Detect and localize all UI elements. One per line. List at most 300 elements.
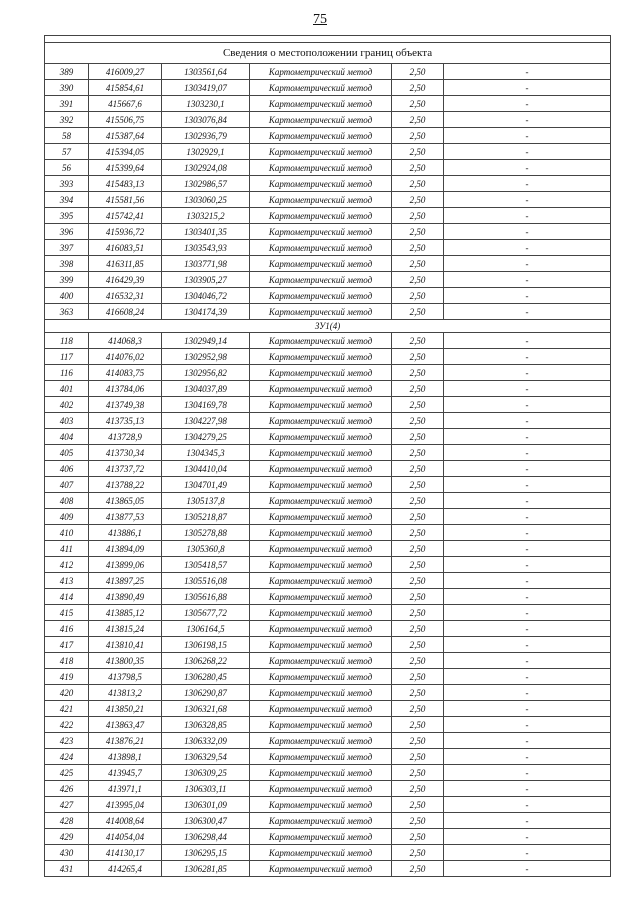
precision-cell: 2,50 [392,845,444,861]
coord-x-cell: 416311,85 [89,256,162,272]
coord-x-cell: 413886,1 [89,525,162,541]
point-number-cell: 58 [45,128,89,144]
coord-x-cell: 413945,7 [89,765,162,781]
method-cell: Картометрический метод [250,493,392,509]
precision-cell: 2,50 [392,192,444,208]
description-cell: - [444,573,611,589]
description-cell: - [444,112,611,128]
coord-y-cell: 1306268,22 [162,653,250,669]
method-cell: Картометрический метод [250,605,392,621]
point-number-cell: 397 [45,240,89,256]
coord-y-cell: 1304701,49 [162,477,250,493]
method-cell: Картометрический метод [250,413,392,429]
coord-x-cell: 414083,75 [89,365,162,381]
precision-cell: 2,50 [392,224,444,240]
coord-y-cell: 1304174,39 [162,304,250,320]
point-number-cell: 390 [45,80,89,96]
method-cell: Картометрический метод [250,176,392,192]
description-cell: - [444,605,611,621]
description-cell: - [444,240,611,256]
point-number-cell: 427 [45,797,89,813]
precision-cell: 2,50 [392,557,444,573]
table-row [45,429,611,445]
method-cell: Картометрический метод [250,272,392,288]
table-row [45,144,611,160]
precision-cell: 2,50 [392,541,444,557]
coord-y-cell: 1306281,85 [162,861,250,877]
precision-cell: 2,50 [392,461,444,477]
point-number-cell: 407 [45,477,89,493]
point-number-cell: 394 [45,192,89,208]
coord-x-cell: 413890,49 [89,589,162,605]
precision-cell: 2,50 [392,381,444,397]
description-cell: - [444,349,611,365]
description-cell: - [444,749,611,765]
point-number-cell: 399 [45,272,89,288]
point-number-cell: 408 [45,493,89,509]
description-cell: - [444,445,611,461]
coord-y-cell: 1303401,35 [162,224,250,240]
point-number-cell: 425 [45,765,89,781]
table-row [45,557,611,573]
coord-y-cell: 1304037,89 [162,381,250,397]
method-cell: Картометрический метод [250,429,392,445]
point-number-cell: 393 [45,176,89,192]
coord-y-cell: 1304169,78 [162,397,250,413]
method-cell: Картометрический метод [250,240,392,256]
coord-x-cell: 416009,27 [89,64,162,80]
coord-y-cell: 1306280,45 [162,669,250,685]
method-cell: Картометрический метод [250,765,392,781]
method-cell: Картометрический метод [250,144,392,160]
table-row [45,605,611,621]
method-cell: Картометрический метод [250,637,392,653]
precision-cell: 2,50 [392,160,444,176]
coord-y-cell: 1303060,25 [162,192,250,208]
coord-y-cell: 1302952,98 [162,349,250,365]
coord-x-cell: 416608,24 [89,304,162,320]
precision-cell: 2,50 [392,749,444,765]
table-row [45,477,611,493]
coord-x-cell: 415483,13 [89,176,162,192]
method-cell: Картометрический метод [250,509,392,525]
table-row [45,176,611,192]
precision-cell: 2,50 [392,349,444,365]
precision-cell: 2,50 [392,621,444,637]
coord-y-cell: 1306198,15 [162,637,250,653]
coord-y-cell: 1306290,87 [162,685,250,701]
description-cell: - [444,413,611,429]
precision-cell: 2,50 [392,685,444,701]
precision-cell: 2,50 [392,589,444,605]
table-row [45,861,611,877]
point-number-cell: 56 [45,160,89,176]
coord-y-cell: 1303771,98 [162,256,250,272]
precision-cell: 2,50 [392,493,444,509]
method-cell: Картометрический метод [250,861,392,877]
precision-cell: 2,50 [392,637,444,653]
method-cell: Картометрический метод [250,128,392,144]
precision-cell: 2,50 [392,64,444,80]
description-cell: - [444,669,611,685]
coord-y-cell: 1306295,15 [162,845,250,861]
description-cell: - [444,781,611,797]
coord-y-cell: 1306164,5 [162,621,250,637]
table-row [45,64,611,80]
precision-cell: 2,50 [392,829,444,845]
description-cell: - [444,397,611,413]
precision-cell: 2,50 [392,573,444,589]
coord-y-cell: 1303230,1 [162,96,250,112]
coord-x-cell: 415506,75 [89,112,162,128]
precision-cell: 2,50 [392,765,444,781]
method-cell: Картометрический метод [250,557,392,573]
coord-x-cell: 413894,09 [89,541,162,557]
point-number-cell: 401 [45,381,89,397]
coord-x-cell: 413813,2 [89,685,162,701]
point-number-cell: 423 [45,733,89,749]
table-row [45,653,611,669]
description-cell: - [444,525,611,541]
coord-x-cell: 414008,64 [89,813,162,829]
table-row [45,112,611,128]
precision-cell: 2,50 [392,429,444,445]
table-row [45,240,611,256]
method-cell: Картометрический метод [250,653,392,669]
method-cell: Картометрический метод [250,749,392,765]
coord-y-cell: 1306309,25 [162,765,250,781]
point-number-cell: 412 [45,557,89,573]
coord-x-cell: 414054,04 [89,829,162,845]
coord-x-cell: 413815,24 [89,621,162,637]
precision-cell: 2,50 [392,653,444,669]
description-cell: - [444,64,611,80]
coord-x-cell: 413863,47 [89,717,162,733]
description-cell: - [444,224,611,240]
table-row [45,349,611,365]
description-cell: - [444,304,611,320]
table-row [45,637,611,653]
coord-x-cell: 416429,39 [89,272,162,288]
table-row [45,829,611,845]
method-cell: Картометрический метод [250,845,392,861]
precision-cell: 2,50 [392,288,444,304]
table-row [45,541,611,557]
coord-y-cell: 1306328,85 [162,717,250,733]
method-cell: Картометрический метод [250,813,392,829]
table-row [45,128,611,144]
description-cell: - [444,128,611,144]
description-cell: - [444,557,611,573]
method-cell: Картометрический метод [250,701,392,717]
table-title-row [45,43,611,64]
coord-y-cell: 1306301,09 [162,797,250,813]
coord-y-cell: 1303543,93 [162,240,250,256]
coord-x-cell: 415667,6 [89,96,162,112]
method-cell: Картометрический метод [250,589,392,605]
method-cell: Картометрический метод [250,525,392,541]
table-row [45,461,611,477]
table-row [45,397,611,413]
table-row [45,717,611,733]
table-row [45,669,611,685]
coord-y-cell: 1303905,27 [162,272,250,288]
coord-y-cell: 1304410,04 [162,461,250,477]
table-row [45,304,611,320]
section-header-row [45,320,611,333]
coord-x-cell: 415387,64 [89,128,162,144]
coord-y-cell: 1305616,88 [162,589,250,605]
point-number-cell: 429 [45,829,89,845]
precision-cell: 2,50 [392,333,444,349]
coord-x-cell: 415742,41 [89,208,162,224]
point-number-cell: 116 [45,365,89,381]
method-cell: Картометрический метод [250,192,392,208]
point-number-cell: 402 [45,397,89,413]
table-row [45,272,611,288]
point-number-cell: 418 [45,653,89,669]
precision-cell: 2,50 [392,797,444,813]
precision-cell: 2,50 [392,80,444,96]
precision-cell: 2,50 [392,176,444,192]
precision-cell: 2,50 [392,813,444,829]
coord-x-cell: 414265,4 [89,861,162,877]
table-title: Сведения о местоположении границ объекта [45,43,611,64]
description-cell: - [444,685,611,701]
description-cell: - [444,813,611,829]
coord-y-cell: 1305360,8 [162,541,250,557]
description-cell: - [444,541,611,557]
description-cell: - [444,733,611,749]
coord-y-cell: 1303076,84 [162,112,250,128]
method-cell: Картометрический метод [250,365,392,381]
point-number-cell: 426 [45,781,89,797]
coord-x-cell: 415581,56 [89,192,162,208]
method-cell: Картометрический метод [250,381,392,397]
method-cell: Картометрический метод [250,573,392,589]
point-number-cell: 398 [45,256,89,272]
method-cell: Картометрический метод [250,80,392,96]
coord-x-cell: 413798,5 [89,669,162,685]
method-cell: Картометрический метод [250,445,392,461]
description-cell: - [444,160,611,176]
method-cell: Картометрический метод [250,304,392,320]
method-cell: Картометрический метод [250,541,392,557]
table-row [45,509,611,525]
coord-y-cell: 1302929,1 [162,144,250,160]
coord-x-cell: 413897,25 [89,573,162,589]
coord-x-cell: 413995,04 [89,797,162,813]
precision-cell: 2,50 [392,605,444,621]
precision-cell: 2,50 [392,240,444,256]
table-row [45,701,611,717]
point-number-cell: 406 [45,461,89,477]
method-cell: Картометрический метод [250,781,392,797]
method-cell: Картометрический метод [250,797,392,813]
coord-y-cell: 1306300,47 [162,813,250,829]
coord-y-cell: 1302936,79 [162,128,250,144]
precision-cell: 2,50 [392,96,444,112]
point-number-cell: 413 [45,573,89,589]
description-cell: - [444,477,611,493]
point-number-cell: 404 [45,429,89,445]
description-cell: - [444,256,611,272]
precision-cell: 2,50 [392,445,444,461]
coord-y-cell: 1302949,14 [162,333,250,349]
table-row [45,288,611,304]
coord-x-cell: 413876,21 [89,733,162,749]
coord-y-cell: 1305137,8 [162,493,250,509]
point-number-cell: 416 [45,621,89,637]
point-number-cell: 391 [45,96,89,112]
point-number-cell: 389 [45,64,89,80]
coord-y-cell: 1306298,44 [162,829,250,845]
point-number-cell: 422 [45,717,89,733]
precision-cell: 2,50 [392,208,444,224]
coord-y-cell: 1305677,72 [162,605,250,621]
description-cell: - [444,717,611,733]
coord-y-cell: 1305278,88 [162,525,250,541]
page-number: 75 [313,12,327,27]
table-row [45,573,611,589]
table-row [45,685,611,701]
point-number-cell: 392 [45,112,89,128]
description-cell: - [444,208,611,224]
description-cell: - [444,797,611,813]
precision-cell: 2,50 [392,525,444,541]
method-cell: Картометрический метод [250,112,392,128]
method-cell: Картометрический метод [250,224,392,240]
point-number-cell: 395 [45,208,89,224]
coord-x-cell: 413877,53 [89,509,162,525]
point-number-cell: 117 [45,349,89,365]
precision-cell: 2,50 [392,413,444,429]
table-row [45,96,611,112]
coord-y-cell: 1303419,07 [162,80,250,96]
precision-cell: 2,50 [392,477,444,493]
coord-y-cell: 1302924,08 [162,160,250,176]
description-cell: - [444,461,611,477]
table-row [45,160,611,176]
coord-x-cell: 413971,1 [89,781,162,797]
coord-x-cell: 413749,38 [89,397,162,413]
description-cell: - [444,429,611,445]
table-row [45,733,611,749]
table-row [45,797,611,813]
coord-y-cell: 1305516,08 [162,573,250,589]
coord-x-cell: 413810,41 [89,637,162,653]
coord-x-cell: 413899,06 [89,557,162,573]
precision-cell: 2,50 [392,509,444,525]
coord-x-cell: 416532,31 [89,288,162,304]
point-number-cell: 431 [45,861,89,877]
coord-y-cell: 1306332,09 [162,733,250,749]
method-cell: Картометрический метод [250,829,392,845]
method-cell: Картометрический метод [250,333,392,349]
coord-x-cell: 413730,34 [89,445,162,461]
method-cell: Картометрический метод [250,64,392,80]
method-cell: Картометрический метод [250,685,392,701]
coord-x-cell: 413850,21 [89,701,162,717]
table-row [45,224,611,240]
precision-cell: 2,50 [392,256,444,272]
point-number-cell: 428 [45,813,89,829]
precision-cell: 2,50 [392,112,444,128]
description-cell: - [444,192,611,208]
description-cell: - [444,493,611,509]
point-number-cell: 403 [45,413,89,429]
coord-x-cell: 413885,12 [89,605,162,621]
point-number-cell: 409 [45,509,89,525]
coord-x-cell: 416083,51 [89,240,162,256]
coord-y-cell: 1304046,72 [162,288,250,304]
top-spacer-row [45,36,611,43]
point-number-cell: 411 [45,541,89,557]
precision-cell: 2,50 [392,128,444,144]
section-label: ЗУ1(4) [45,320,611,333]
precision-cell: 2,50 [392,701,444,717]
coord-x-cell: 414076,02 [89,349,162,365]
method-cell: Картометрический метод [250,717,392,733]
coord-x-cell: 413784,06 [89,381,162,397]
precision-cell: 2,50 [392,717,444,733]
table-row [45,781,611,797]
coord-y-cell: 1305418,57 [162,557,250,573]
precision-cell: 2,50 [392,304,444,320]
description-cell: - [444,765,611,781]
coord-y-cell: 1303561,64 [162,64,250,80]
description-cell: - [444,333,611,349]
boundary-coordinates-table [44,35,611,877]
point-number-cell: 363 [45,304,89,320]
table-row [45,589,611,605]
description-cell: - [444,509,611,525]
description-cell: - [444,96,611,112]
method-cell: Картометрический метод [250,669,392,685]
description-cell: - [444,845,611,861]
coord-y-cell: 1306303,11 [162,781,250,797]
point-number-cell: 396 [45,224,89,240]
point-number-cell: 421 [45,701,89,717]
point-number-cell: 410 [45,525,89,541]
table-row [45,621,611,637]
method-cell: Картометрический метод [250,397,392,413]
method-cell: Картометрический метод [250,477,392,493]
coord-x-cell: 413735,13 [89,413,162,429]
coord-x-cell: 413865,05 [89,493,162,509]
precision-cell: 2,50 [392,144,444,160]
method-cell: Картометрический метод [250,208,392,224]
precision-cell: 2,50 [392,397,444,413]
point-number-cell: 420 [45,685,89,701]
description-cell: - [444,80,611,96]
point-number-cell: 405 [45,445,89,461]
coord-x-cell: 415854,61 [89,80,162,96]
method-cell: Картометрический метод [250,96,392,112]
coord-y-cell: 1304345,3 [162,445,250,461]
point-number-cell: 118 [45,333,89,349]
precision-cell: 2,50 [392,669,444,685]
description-cell: - [444,365,611,381]
table-row [45,413,611,429]
table-row [45,192,611,208]
coord-x-cell: 413800,35 [89,653,162,669]
coord-y-cell: 1304227,98 [162,413,250,429]
point-number-cell: 400 [45,288,89,304]
method-cell: Картометрический метод [250,733,392,749]
table-row [45,208,611,224]
description-cell: - [444,701,611,717]
